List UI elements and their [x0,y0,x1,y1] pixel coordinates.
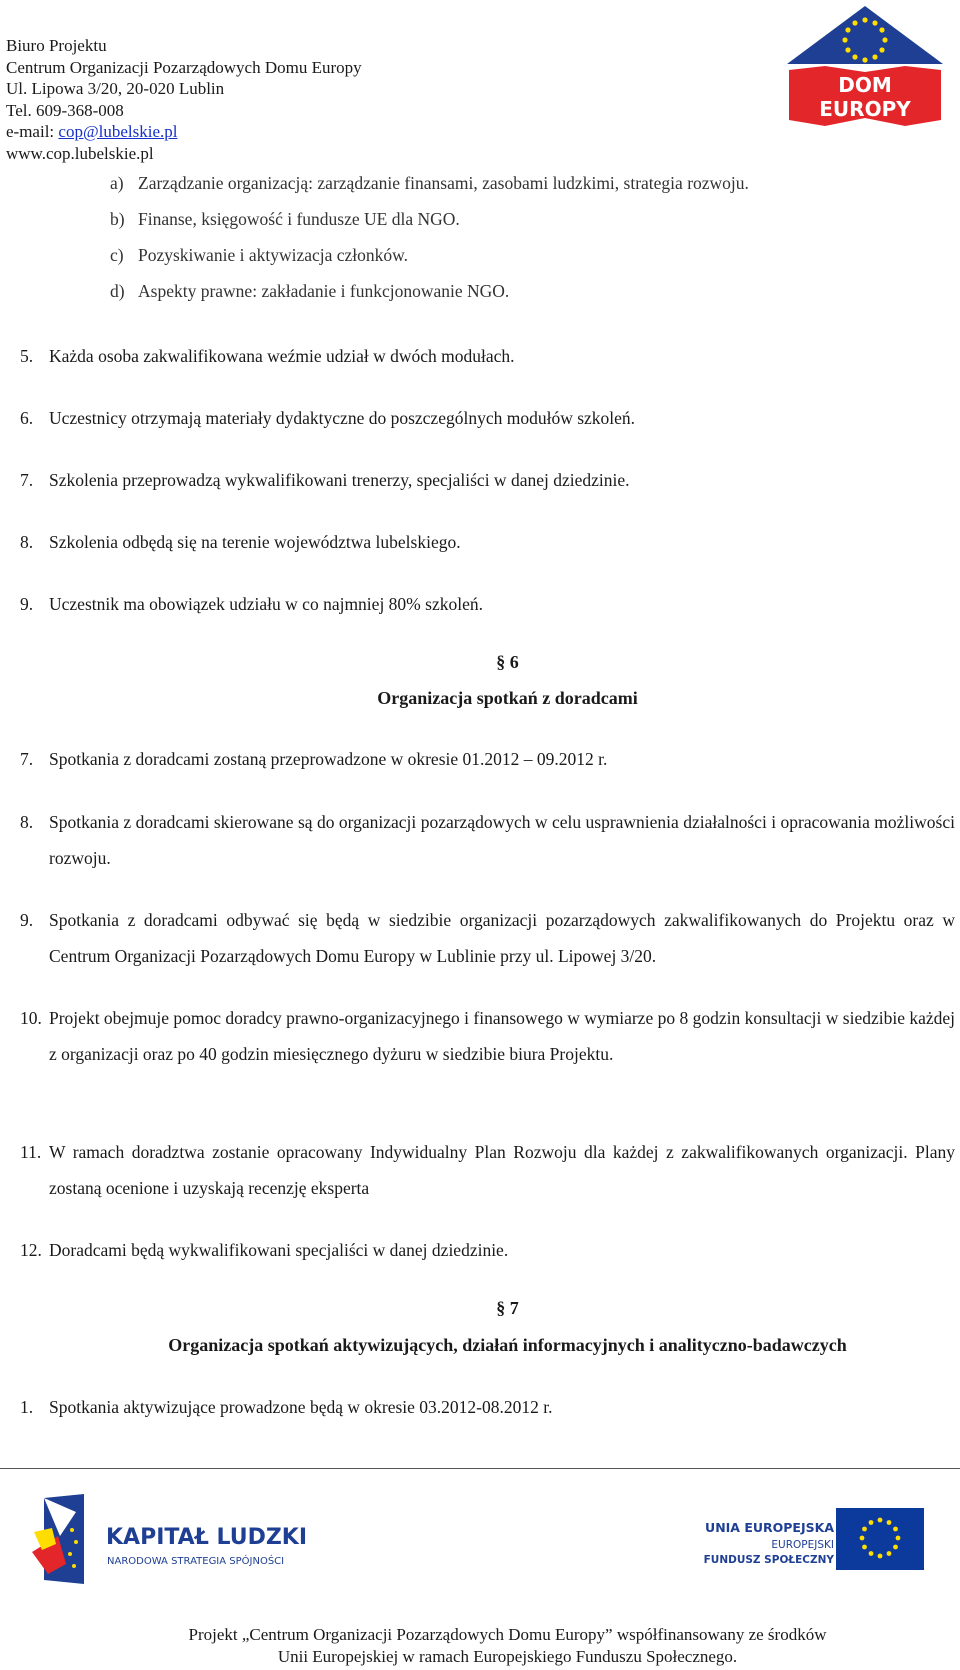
list-item: 9. Uczestnik ma obowiązek udziału w co najmniej 80% szkoleń. [20,594,483,614]
list-item: 7. Spotkania z doradcami zostaną przeprowadzone w okresie 01.2012 – 09.2012 r. [20,749,608,769]
list-item: d) Aspekty prawne: zakładanie i funkcjonowanie NGO. [110,281,510,301]
website: www.cop.lubelskie.pl [6,143,154,163]
footer-text [0,1624,960,1667]
footer-divider [0,1468,960,1469]
footer-line-2: Unii Europejskiej w ramach Europejskiego Funduszu Społecznego. [277,1646,738,1666]
section-7-symbol: § 7 [496,1298,519,1318]
eu-social-fund-logo [700,1508,925,1585]
svg-text:UNIA EUROPEJSKA: UNIA EUROPEJSKA [705,1520,834,1535]
list-item: b) Finanse, księgowość i fundusze UE dla NGO. [110,209,460,229]
list-item: a) Zarządzanie organizacją: zarządzanie finansami, zasobami ludzkimi, strategia rozwoju. [110,173,749,193]
svg-text:DOM: DOM [838,73,892,97]
list-item: 8. Spotkania z doradcami skierowane są do organizacji pozarządowych w celu usprawnienia działalności i opracowania możliwości rozwoju. [20,812,955,868]
section-6-title: Organizacja spotkań z doradcami [377,688,638,708]
list-item: 12. Doradcami będą wykwalifikowani specjaliści w danej dziedzinie. [20,1240,509,1260]
office-title: Biuro Projektu [6,36,107,55]
dom-europy-logo [785,4,945,130]
section-6-symbol: § 6 [496,652,519,672]
kapital-ludzki-logo [30,1492,320,1593]
list-item: 8. Szkolenia odbędą się na terenie województwa lubelskiego. [20,532,461,552]
section-7-title: Organizacja spotkań aktywizujących, działań informacyjnych i analityczno-badawczych [168,1335,847,1355]
list-item: 5. Każda osoba zakwalifikowana weźmie udział w dwóch modułach. [20,346,515,366]
svg-text:EUROPEJSKI: EUROPEJSKI [771,1539,834,1551]
list-item: c) Pozyskiwanie i aktywizacja członków. [110,245,409,265]
office-address [6,35,362,164]
footer-line-1: Projekt „Centrum Organizacji Pozarządowych Domu Europy” współfinansowany ze środków [188,1625,827,1644]
list-item: 1. Spotkania aktywizujące prowadzone będą w okresie 03.2012-08.2012 r. [20,1397,553,1417]
list-item: 11. W ramach doradztwa zostanie opracowany Indywidualny Plan Rozwoju dla każdej z zakwalifikowanych organizacji. Plany zostaną ocenione i uzyskają recenzję eksperta [20,1142,955,1198]
email-line: e-mail: cop@lubelskie.pl [6,122,178,141]
phone: Tel. 609-368-008 [6,100,124,120]
svg-text:EUROPY: EUROPY [819,97,911,121]
svg-text:FUNDUSZ SPOŁECZNY: FUNDUSZ SPOŁECZNY [703,1554,834,1566]
list-item: 7. Szkolenia przeprowadzą wykwalifikowani trenerzy, specjaliści w danej dziedzinie. [20,470,630,490]
list-item: 10. Projekt obejmuje pomoc doradcy prawno-organizacyjnego i finansowego w wymiarze po 8 godzin konsultacji w siedzibie każdej z organizacji oraz po 40 godzin miesięcznego dyżuru w siedzibie biura Projektu. [20,1008,956,1064]
organization-name: Centrum Organizacji Pozarządowych Domu Europy [6,57,362,77]
email-link[interactable]: cop@lubelskie.pl [58,122,178,141]
list-item: 6. Uczestnicy otrzymają materiały dydaktyczne do poszczególnych modułów szkoleń. [20,408,636,428]
street-address: Ul. Lipowa 3/20, 20-020 Lublin [6,79,225,98]
list-item: 9. Spotkania z doradcami odbywać się będą w siedzibie organizacji pozarządowych zakwalifikowanych do Projektu oraz w Centrum Organizacji Pozarządowych Domu Europy w Lublinie przy ul. Lipowej 3/20. [20,910,955,966]
svg-text:KAPITAŁ LUDZKI: KAPITAŁ LUDZKI [106,1525,308,1550]
svg-text:NARODOWA STRATEGIA SPÓJNOŚCI: NARODOWA STRATEGIA SPÓJNOŚCI [107,1556,285,1567]
